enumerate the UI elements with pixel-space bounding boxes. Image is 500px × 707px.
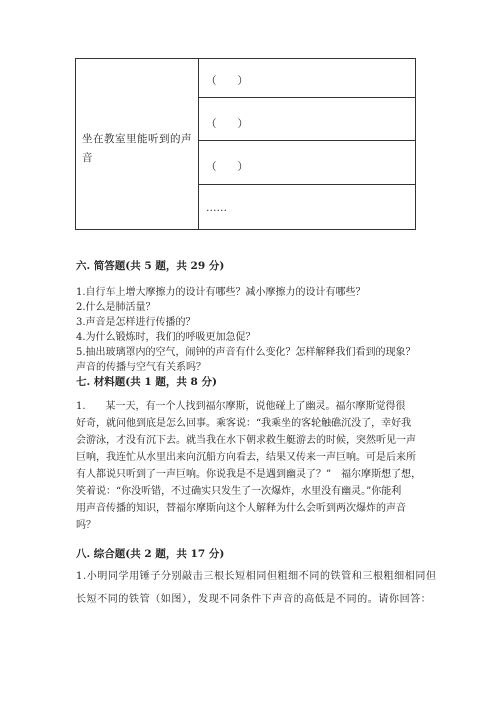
table-divider — [198, 59, 199, 229]
passage-line: 笑着说：“你没听错，不过确实只发生了一次爆炸，水里没有幽灵。”你能利 — [76, 486, 402, 497]
answer-blank[interactable]: （ ） — [206, 161, 248, 173]
table-row-divider — [198, 184, 416, 185]
question-line: 1.自行车上增大摩擦力的设计有哪些？减小摩擦力的设计有哪些？ — [76, 287, 366, 298]
question-line: 5.抽出玻璃罩内的空气，闹钟的声音有什么变化？怎样解释我们看到的现象？ — [76, 347, 416, 358]
passage-line: 会游泳，才没有沉下去。就当我在水下朝求救生艇游去的时候，突然听见一声 — [76, 435, 416, 446]
passage-line: 1. 某一天，有一个人找到福尔摩斯，说他碰上了幽灵。福尔摩斯觉得很 — [76, 401, 406, 412]
table-row-divider — [198, 140, 416, 141]
observation-table — [75, 58, 416, 230]
answer-blank[interactable]: （ ） — [206, 118, 248, 130]
passage-line: 好奇，就问他到底是怎么回事。乘客说：“我乘坐的客轮触礁沉没了，幸好我 — [76, 418, 412, 429]
question-line: 1.小明同学用锤子分别敲击三根长短相同但粗细不同的铁管和三根粗细相同但 — [76, 571, 437, 582]
section-title: 八. 综合题(共 2 题，共 17 分) — [76, 548, 225, 560]
passage-line: 巨响，我连忙从水里出来向沉船方向看去，结果又传来一声巨响。可是后来所 — [76, 452, 416, 463]
passage-line: 用声音传播的知识，替福尔摩斯向这个人解释为什么会听到两次爆炸的声音 — [76, 503, 406, 514]
question-line: 2.什么是肺活量？ — [76, 302, 156, 313]
passage-line: 有人都说只听到了一声巨响。你说我是不是遇到幽灵了？” 福尔摩斯想了想， — [76, 469, 422, 480]
passage-line: 吗？ — [76, 520, 96, 531]
question-line: 声音的传播与空气有关系吗？ — [76, 362, 206, 373]
table-label: 坐在教室里能听到的声音 — [82, 133, 192, 164]
answer-blank[interactable]: …… — [206, 202, 227, 214]
table-row-divider — [198, 97, 416, 98]
answer-blank[interactable]: （ ） — [206, 75, 248, 87]
section-title: 七. 材料题(共 1 题，共 8 分) — [76, 376, 217, 388]
question-line: 3.声音是怎样进行传播的？ — [76, 317, 196, 328]
question-line: 4.为什么锻炼时，我们的呼吸更加急促？ — [76, 332, 256, 343]
section-title: 六. 简答题(共 5 题，共 29 分) — [76, 260, 225, 272]
question-line: 长短不同的铁管（如图），发现不同条件下声音的高低是不同的。请你回答： — [76, 594, 432, 605]
